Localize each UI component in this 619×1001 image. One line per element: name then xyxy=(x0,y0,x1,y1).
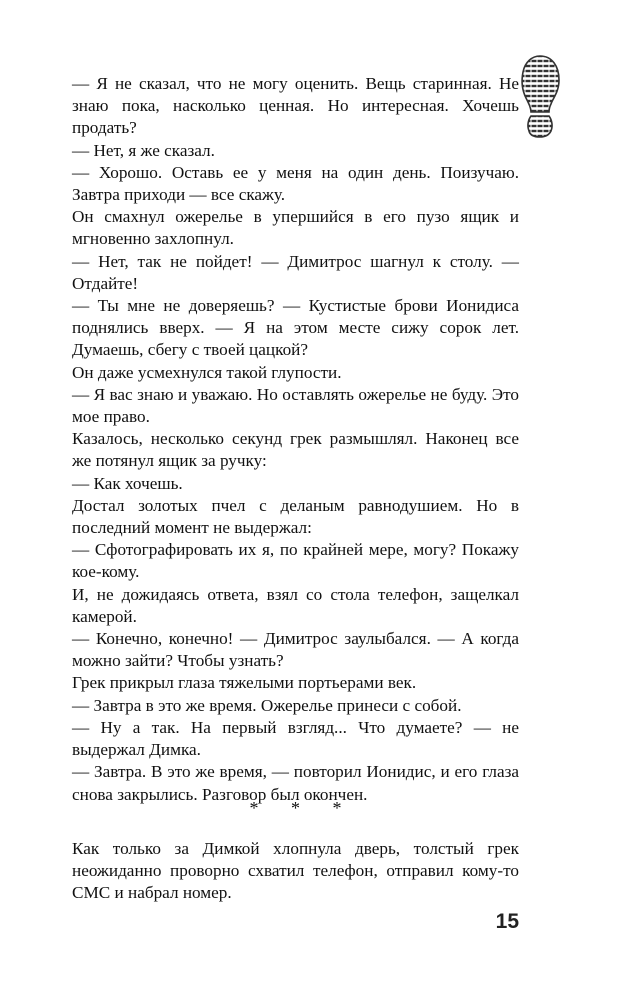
paragraph: И, не дожидаясь ответа, взял со стола телефон, защелкал камерой. xyxy=(72,584,519,626)
section-break: * * * xyxy=(249,798,356,818)
paragraph: — Сфотографировать их я, по крайней мере, могу? Покажу кое-кому. xyxy=(72,540,519,582)
paragraph: — Ты мне не доверяешь? — Кустистые брови Ионидиса поднялись вверх. — Я на этом месте сижу сорок лет. Думаешь, сбегу с твоей цацкой? xyxy=(72,296,519,360)
paragraph: Достал золотых пчел с деланым равнодушием. Но в последний момент не выдержал: xyxy=(72,495,519,538)
paragraph: Казалось, несколько секунд грек размышлял. Наконец все же потянул ящик за ручку: xyxy=(72,429,519,471)
paragraph: — Конечно, конечно! — Димитрос заулыбался. — А когда можно зайти? Чтобы узнать? xyxy=(72,629,519,671)
paragraph: — Нет, я же сказал. xyxy=(72,140,215,160)
main-text xyxy=(72,73,519,806)
paragraph: Как только за Димкой хлопнула дверь, толстый грек неожиданно проворно схватил телефон, отправил кому-то СМС и набрал номер. xyxy=(72,839,519,903)
paragraph: Грек прикрыл глаза тяжелыми портьерами век. xyxy=(72,673,417,693)
paragraph: Он даже усмехнулся такой глупости. xyxy=(72,362,342,382)
paragraph: — Нет, так не пойдет! — Димитрос шагнул к столу. — Отдайте! xyxy=(72,251,519,293)
page-number: 15 xyxy=(495,910,519,933)
paragraph: — Завтра. В это же время, — повторил Ионидис, и его глаза снова закрылись. Разговор был окончен. xyxy=(72,762,519,804)
footprint-icon xyxy=(519,54,561,138)
after-break-text xyxy=(72,838,519,905)
paragraph: — Завтра в это же время. Ожерелье принеси с собой. xyxy=(72,695,462,715)
paragraph: — Хорошо. Оставь ее у меня на один день. Поизучаю. Завтра приходи — все скажу. xyxy=(72,162,519,205)
paragraph: — Ну а так. На первый взгляд... Что думаете? — не выдержал Димка. xyxy=(72,717,519,760)
paragraph: Он смахнул ожерелье в упершийся в его пузо ящик и мгновенно захлопнул. xyxy=(72,207,519,249)
paragraph: — Как хочешь. xyxy=(72,473,183,493)
paragraph: — Я не сказал, что не могу оценить. Вещь старинная. Не знаю пока, насколько ценная. Но интересная. Хочешь продать? xyxy=(72,74,519,138)
paragraph: — Я вас знаю и уважаю. Но оставлять ожерелье не буду. Это мое право. xyxy=(72,384,519,427)
